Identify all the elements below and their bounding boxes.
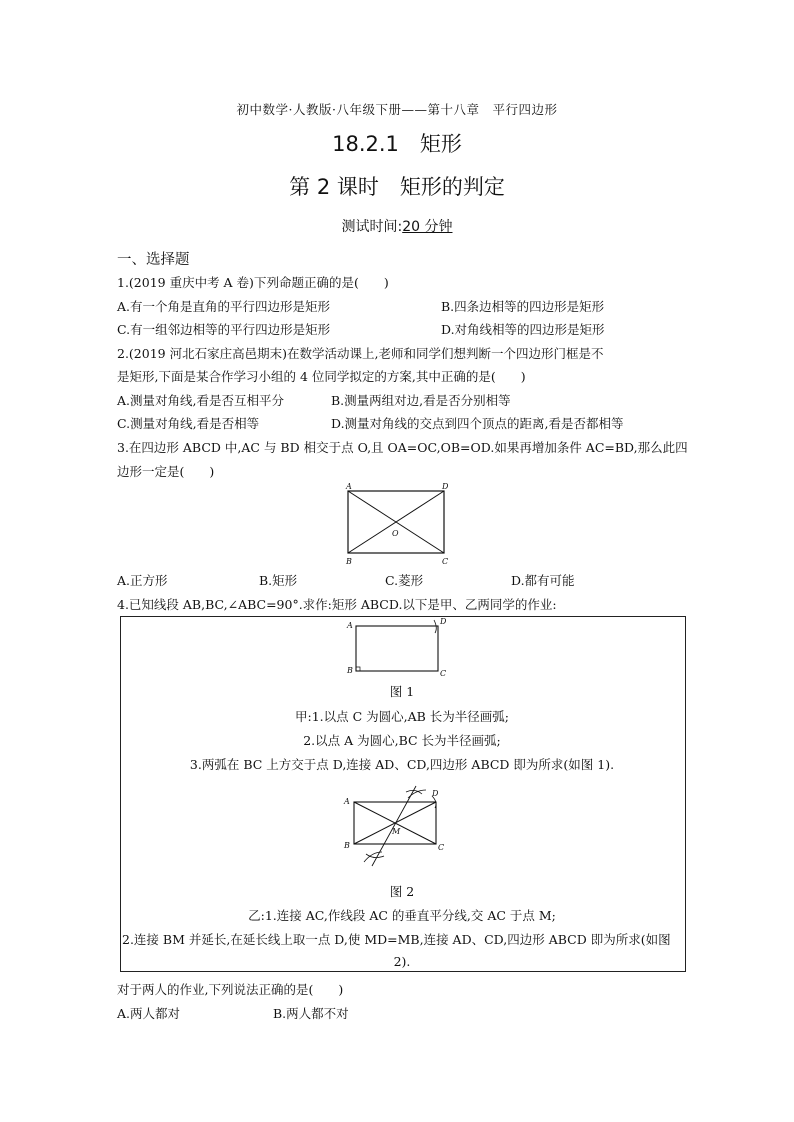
q1-option-c: C.有一组邻边相等的平行四边形是矩形: [117, 322, 331, 337]
fig2-label-b: B: [344, 841, 350, 850]
q4-figure-2: [340, 780, 456, 870]
fig2-label-m: M: [392, 827, 401, 836]
q2-stem-line1: 2.(2019 河北石家庄高邑期末)在数学活动课上,老师和同学们想判断一个四边形门框是不: [117, 346, 604, 361]
q3-option-b: B.矩形: [259, 573, 298, 588]
fig1-label-c: C: [440, 669, 447, 678]
fig2-perpendicular-bisector: [372, 786, 416, 866]
fig2-caption: 图 2: [389, 884, 415, 899]
page-header: 初中数学·人教版·八年级下册——第十八章 平行四边形: [236, 102, 558, 117]
fig1-label-a: A: [347, 621, 353, 630]
q3-figure: [340, 482, 452, 568]
q3-label-a: A: [346, 482, 352, 491]
q2-option-b: B.测量两组对边,看是否分别相等: [331, 393, 511, 408]
q4-option-b: B.两人都不对: [273, 1006, 349, 1021]
lesson-title: 18.2.1 矩形: [332, 132, 462, 156]
fig1-label-d: D: [440, 617, 447, 626]
q4-figure-1: [342, 614, 452, 680]
lesson-subtitle: 第 2 课时 矩形的判定: [289, 175, 505, 199]
q3-label-d: D: [442, 482, 449, 491]
section-heading: 一、选择题: [117, 252, 190, 268]
q3-label-c: C: [442, 557, 449, 566]
q3-stem-line2: 边形一定是( ): [117, 464, 215, 479]
test-time-label: 测试时间:: [341, 219, 403, 235]
test-time: [0, 216, 794, 236]
q1-option-b: B.四条边相等的四边形是矩形: [441, 299, 605, 314]
jia-step-2: 2.以点 A 为圆心,BC 长为半径画弧;: [303, 733, 501, 748]
q3-option-a: A.正方形: [117, 573, 168, 588]
q3-option-d: D.都有可能: [511, 573, 575, 588]
q3-option-c: C.菱形: [385, 573, 424, 588]
fig1-caption: 图 1: [389, 684, 415, 699]
yi-step-3: 2).: [393, 954, 411, 969]
q2-option-a: A.测量对角线,看是否互相平分: [117, 393, 284, 408]
q1-stem: 1.(2019 重庆中考 A 卷)下列命题正确的是( ): [117, 275, 389, 290]
fig2-label-a: A: [344, 797, 350, 806]
yi-step-2: 2.连接 BM 并延长,在延长线上取一点 D,使 MD=MB,连接 AD、CD,四边形 ABCD 即为所求(如图: [122, 932, 671, 947]
test-time-value: 20 分钟: [402, 219, 453, 235]
q4-option-a: A.两人都对: [117, 1006, 181, 1021]
q3-label-b: B: [346, 557, 352, 566]
q2-stem-line2: 是矩形,下面是某合作学习小组的 4 位同学拟定的方案,其中正确的是( ): [117, 369, 526, 384]
fig1-rectangle: [356, 626, 438, 671]
jia-step-3: 3.两弧在 BC 上方交于点 D,连接 AD、CD,四边形 ABCD 即为所求(如图 1).: [189, 757, 615, 772]
q2-option-d: D.测量对角线的交点到四个顶点的距离,看是否都相等: [331, 416, 624, 431]
q3-label-o: O: [392, 529, 399, 538]
fig1-label-b: B: [347, 666, 353, 675]
fig1-right-angle-mark: [356, 667, 360, 671]
q2-option-c: C.测量对角线,看是否相等: [117, 416, 260, 431]
q4-question: 对于两人的作业,下列说法正确的是( ): [117, 982, 344, 997]
fig2-label-d: D: [432, 789, 439, 798]
jia-step-1: 甲:1.以点 C 为圆心,AB 长为半径画弧;: [294, 709, 510, 724]
fig2-label-c: C: [438, 843, 445, 852]
q3-stem-line1: 3.在四边形 ABCD 中,AC 与 BD 相交于点 O,且 OA=OC,OB=OD.如果再增加条件 AC=BD,那么此四: [117, 440, 688, 455]
q1-option-d: D.对角线相等的四边形是矩形: [441, 322, 605, 337]
q1-option-a: A.有一个角是直角的平行四边形是矩形: [117, 299, 331, 314]
q4-stem: 4.已知线段 AB,BC,∠ABC=90°.求作:矩形 ABCD.以下是甲、乙两同学的作业:: [117, 597, 557, 612]
yi-step-1: 乙:1.连接 AC,作线段 AC 的垂直平分线,交 AC 于点 M;: [248, 908, 556, 923]
